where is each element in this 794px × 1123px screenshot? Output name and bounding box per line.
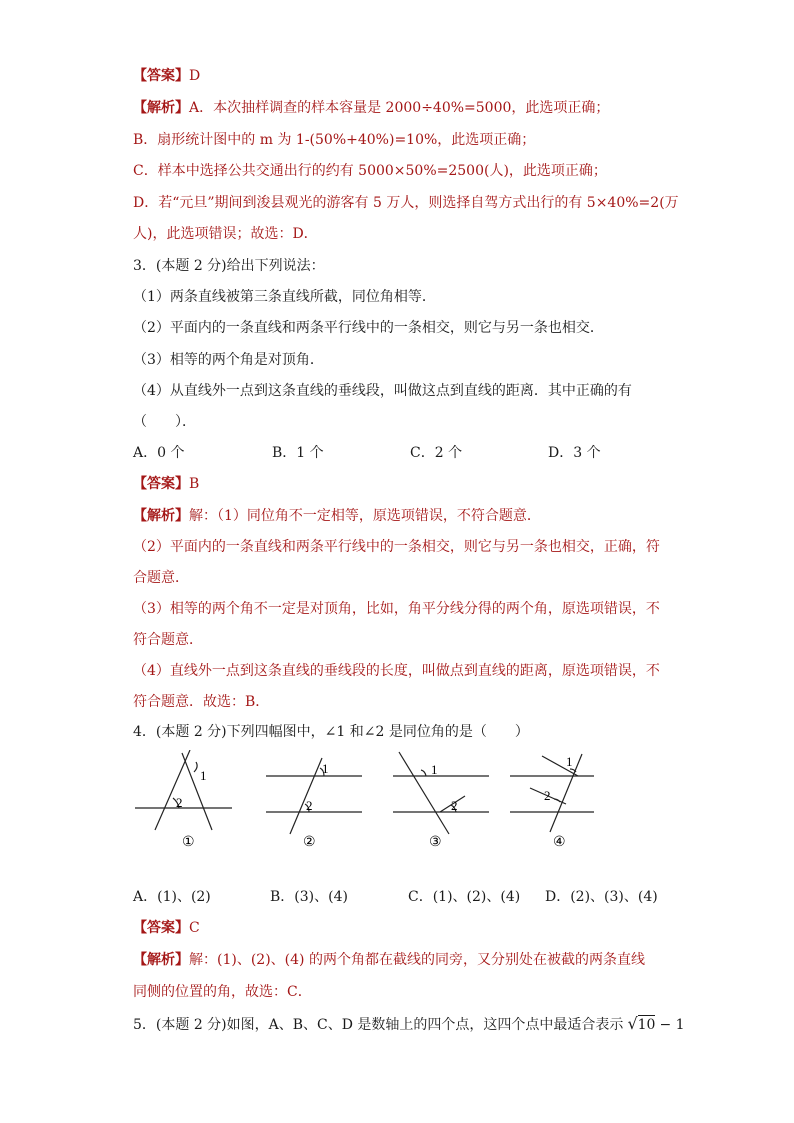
figure-2-label-1: 1: [322, 761, 329, 776]
analysis-q2-line-4: D．若“元旦”期间到浚县观光的游客有 5 万人，则选择自驾方式出行的有 5×40%=2(万: [133, 195, 679, 211]
analysis-q3-line-4: （3）相等的两个角不一定是对顶角，比如，角平分线分得的两个角，原选项错误，不: [133, 601, 660, 617]
analysis-q4-line-1: [133, 950, 645, 970]
question-3-statement-3: （3）相等的两个角是对顶角．: [133, 352, 324, 368]
figure-4-label-2: 2: [544, 788, 551, 803]
sqrt-radicand: 10: [637, 1017, 656, 1033]
analysis-text: A．本次抽样调查的样本容量是 2000÷40%=5000，此选项正确；: [189, 100, 610, 116]
analysis-q2-line-5: 人)，此选项错误；故选：D．: [133, 226, 318, 242]
question-5-stem: [133, 1014, 685, 1035]
figure-3-caption: ③: [429, 835, 442, 850]
question-3-statement-2: （2）平面内的一条直线和两条平行线中的一条相交，则它与另一条也相交．: [133, 320, 604, 336]
answer-value: D: [189, 68, 201, 84]
figure-3-label-2: 2: [451, 798, 458, 813]
figure-2-label-2: 2: [306, 798, 313, 813]
figure-1-label-2: 2: [176, 795, 183, 810]
analysis-text: 解：(1)、(2)、(4) 的两个角都在截线的同旁，又分别处在被截的两条直线: [189, 952, 645, 968]
figure-3-angle-1-arc: [421, 770, 426, 776]
answer-q2: [133, 66, 200, 86]
analysis-q3-line-6: （4）直线外一点到这条直线的垂线段的长度，叫做点到直线的距离，原选项错误，不: [133, 663, 660, 679]
question-4-option-a: A．(1)、(2): [133, 889, 211, 905]
figure-1: [130, 750, 240, 850]
answer-q4: [133, 918, 200, 938]
figure-2: [258, 750, 368, 850]
figure-4-label-1: 1: [566, 754, 573, 769]
question-4-stem: 4．(本题 2 分)下列四幅图中，∠1 和∠2 是同位角的是（ ）: [133, 724, 529, 740]
question-4-option-d: D．(2)、(3)、(4): [545, 889, 658, 905]
question-3-blank: （ ）．: [133, 414, 196, 430]
analysis-q2-line-1: [133, 98, 609, 118]
analysis-q3-line-2: （2）平面内的一条直线和两条平行线中的一条相交，则它与另一条也相交，正确，符: [133, 539, 660, 555]
analysis-q3-line-7: 符合题意．故选：B．: [133, 694, 270, 710]
analysis-tag: 【解析】: [133, 952, 189, 968]
question-3-option-d: D．3 个: [548, 445, 601, 461]
analysis-q3-line-5: 符合题意．: [133, 632, 203, 648]
question-3-option-c: C．2 个: [410, 445, 463, 461]
answer-value: B: [189, 476, 200, 492]
analysis-q4-line-2: 同侧的位置的角，故选：C．: [133, 984, 312, 1000]
figure-1-angle-1-arc: [194, 762, 197, 772]
figure-4-upper-ray: [542, 756, 578, 776]
question-3-option-b: B．1 个: [272, 445, 324, 461]
figure-3-label-1: 1: [431, 762, 438, 777]
analysis-q2-line-2: B．扇形统计图中的 m 为 1-(50%+40%)=10%，此选项正确；: [133, 132, 536, 148]
question-3-stem: 3．(本题 2 分)给出下列说法：: [133, 258, 325, 274]
question-5-text: 5．(本题 2 分)如图，A、B、C、D 是数轴上的四个点，这四个点中最适合表示: [133, 1017, 624, 1033]
sqrt-symbol: √: [627, 1014, 638, 1033]
figure-2-caption: ②: [303, 835, 316, 850]
figure-2-transversal: [290, 758, 322, 834]
answer-value: C: [189, 920, 200, 936]
answer-tag: 【答案】: [133, 68, 189, 84]
analysis-text: 解：（1）同位角不一定相等，原选项错误，不符合题意．: [189, 508, 541, 524]
answer-tag: 【答案】: [133, 920, 189, 936]
figure-1-label-1: 1: [200, 768, 207, 783]
sqrt-expression: [627, 1014, 684, 1035]
answer-tag: 【答案】: [133, 476, 189, 492]
answer-q3: [133, 474, 199, 494]
analysis-tag: 【解析】: [133, 100, 189, 116]
figure-4: [508, 750, 620, 850]
question-3-statement-1: （1）两条直线被第三条直线所截，同位角相等．: [133, 289, 436, 305]
figure-3: [385, 750, 495, 850]
figure-4-caption: ④: [553, 835, 566, 850]
question-3-option-a: A．0 个: [133, 445, 185, 461]
figure-1-caption: ①: [182, 835, 195, 850]
analysis-q3-line-3: 合题意．: [133, 570, 189, 586]
question-3-statement-4: （4）从直线外一点到这条直线的垂线段，叫做这点到直线的距离．其中正确的有: [133, 383, 632, 399]
sqrt-tail: − 1: [659, 1017, 685, 1033]
figure-3-transversal: [399, 752, 449, 834]
question-4-option-c: C．(1)、(2)、(4): [408, 889, 521, 905]
analysis-q2-line-3: C．样本中选择公共交通出行的约有 5000×50%=2500(人)，此选项正确；: [133, 163, 607, 179]
figure-1-transversal-1: [155, 750, 190, 830]
question-4-option-b: B．(3)、(4): [270, 889, 348, 905]
analysis-q3-line-1: [133, 506, 541, 526]
analysis-tag: 【解析】: [133, 508, 189, 524]
